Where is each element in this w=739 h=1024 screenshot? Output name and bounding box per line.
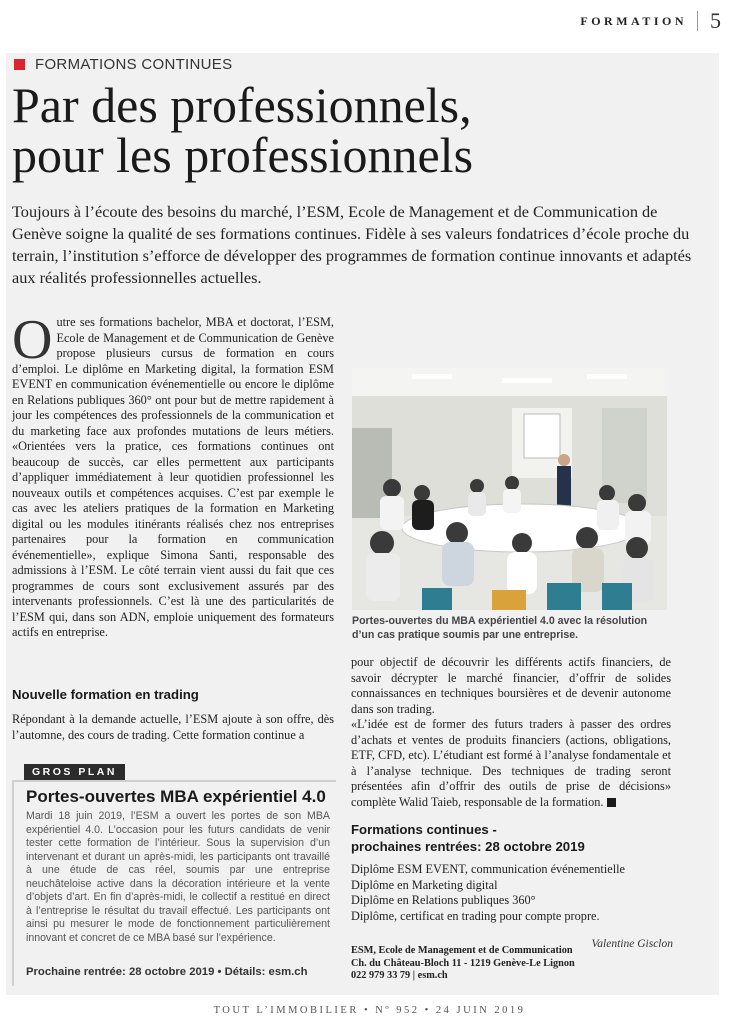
formations-title-line-1: Formations continues - [351, 822, 497, 837]
body-column-right [351, 655, 671, 810]
list-item: Diplôme ESM EVENT, communication événementielle [351, 862, 625, 876]
formations-title-line-2: prochaines rentrées: 28 octobre 2019 [351, 839, 585, 854]
formations-title [351, 821, 671, 855]
gros-plan-label: GROS PLAN [24, 764, 125, 780]
headline-line-1: Par des professionnels, [12, 77, 472, 133]
red-square-icon [14, 59, 25, 70]
photo-caption: Portes-ouvertes du MBA expérientiel 4.0 avec la résolution d’un cas pratique soumis par une entreprise. [352, 615, 648, 641]
trading-paragraph: Répondant à la demande actuelle, l’ESM ajoute à son offre, dès l’automne, des cours de trading. Cette formation continue a [12, 712, 334, 742]
contact-block [351, 945, 601, 983]
page-number: 5 [710, 8, 721, 33]
kicker [14, 56, 232, 73]
lead-paragraph: Toujours à l’écoute des besoins du marché, l’ESM, Ecole de Management et de Communication de Genève soigne la qualité de ses formations continues. Fidèle à ses valeurs fondatrices d’école proche du terrain, l’institution s’efforce de développer des programmes de formation continue innovants et adaptés aux réalités professionnelles actuelles. [12, 202, 692, 287]
formations-list [351, 862, 671, 924]
body-column-left [12, 309, 334, 641]
body-text-1: utre ses formations bachelor, MBA et doctorat, l’ESM, Ecole de Management et de Communication de Genève propose plusieurs cursus de formation en cours d’emploi. Le diplôme en Marketing digital, la formation ESM EVENT en communication événementielle ou encore le diplôme en Relations publiques 360° ont pour but de mettre rapidement à jour les compétences des professionnels de la communication et du marketing face aux profondes mutations de leurs métiers. «Orientées vers la pratice, ces formations continues ont beaucoup de succès, car elles permettent aux participants d’appliquer immédiatement à leur quotidien professionnel les nouveaux outils et compétences acquises. C’est par exemple le cas avec les ateliers pratiques de la formation en Marketing digital ou les modules itinérants réalisés chez nos entreprises partenaires pour la formation en communication événementielle», explique Simona Santi, responsable des admissions à l’ESM. Le côté terrain vient aussi du fait que ces programmes de cours sont exclusivement assurés par des intervenants professionnels. C’est là une des particularités de l’ESM qui, dans son ADN, emploie uniquement des formateurs actifs en entreprise. [12, 315, 334, 639]
end-mark-icon [607, 798, 616, 807]
classroom-illustration [352, 368, 667, 610]
list-item: Diplôme, certificat en trading pour compte propre. [351, 908, 600, 923]
contact-line-3: 022 979 33 79 | esm.ch [351, 970, 448, 981]
dropcap: O [12, 309, 53, 371]
gros-plan-title: Portes-ouvertes MBA expérientiel 4.0 [26, 787, 326, 806]
section-label: FORMATION [580, 13, 687, 28]
page-footer: TOUT L’IMMOBILIER • Nº 952 • 24 JUIN 2019 [213, 1005, 526, 1016]
header-divider [697, 11, 698, 31]
contact-line-2: Ch. du Château-Bloch 11 - 1219 Genève-Le Lignon [351, 957, 575, 969]
page-header [580, 8, 721, 34]
gros-plan-footer: Prochaine rentrée: 28 octobre 2019 • Détails: esm.ch [26, 966, 308, 978]
headline-line-2: pour les professionnels [12, 127, 474, 183]
kicker-text: FORMATIONS CONTINUES [35, 56, 233, 73]
list-item: Diplôme en Relations publiques 360° [351, 893, 536, 907]
headline [12, 77, 702, 183]
gros-plan-text: Mardi 18 juin 2019, l’ESM a ouvert les portes de son MBA expérientiel 4.0. L’occasion pour les futurs candidats de venir tester cette formation de l’intérieur. Sous la supervision d’un intervenant et durant un après-midi, les participants ont travaillé à une étude de cas réel, soumis par une entreprise neuchâteloise active dans la décoration intérieure et la vente d’objets d’art. En fin d’après-midi, le collectif a restitué en direct à l’entreprise le résultat du travail effectué. Les participants ont ainsi pu mesurer le mode de fonctionnement particulièrement innovant et concret de ce MBA basé sur l’expérience. [26, 810, 330, 944]
subheading-trading: Nouvelle formation en trading [12, 687, 199, 702]
body-text-2: pour objectif de découvrir les différents actifs financiers, de savoir décrypter le marché financier, d’offrir de solides connaissances en techniques boursières et de devenir autonome dans son trading. «L’idée est de former des futurs traders à passer des ordres d’achats et ventes de produits financiers (actions, obligations, ETF, CFD, etc). L’étudiant est formé à l’analyse fondamentale et à l’analyse technique. Des techniques de trading seront présentées afin d’offrir des outils de prise de décisions» complète Walid Taieb, responsable de la formation. [351, 655, 671, 809]
contact-line-1: ESM, Ecole de Management et de Communication [351, 945, 573, 956]
list-item: Diplôme en Marketing digital [351, 877, 498, 892]
author-byline: Valentine Gisclon [591, 938, 673, 950]
classroom-photo [352, 368, 667, 610]
